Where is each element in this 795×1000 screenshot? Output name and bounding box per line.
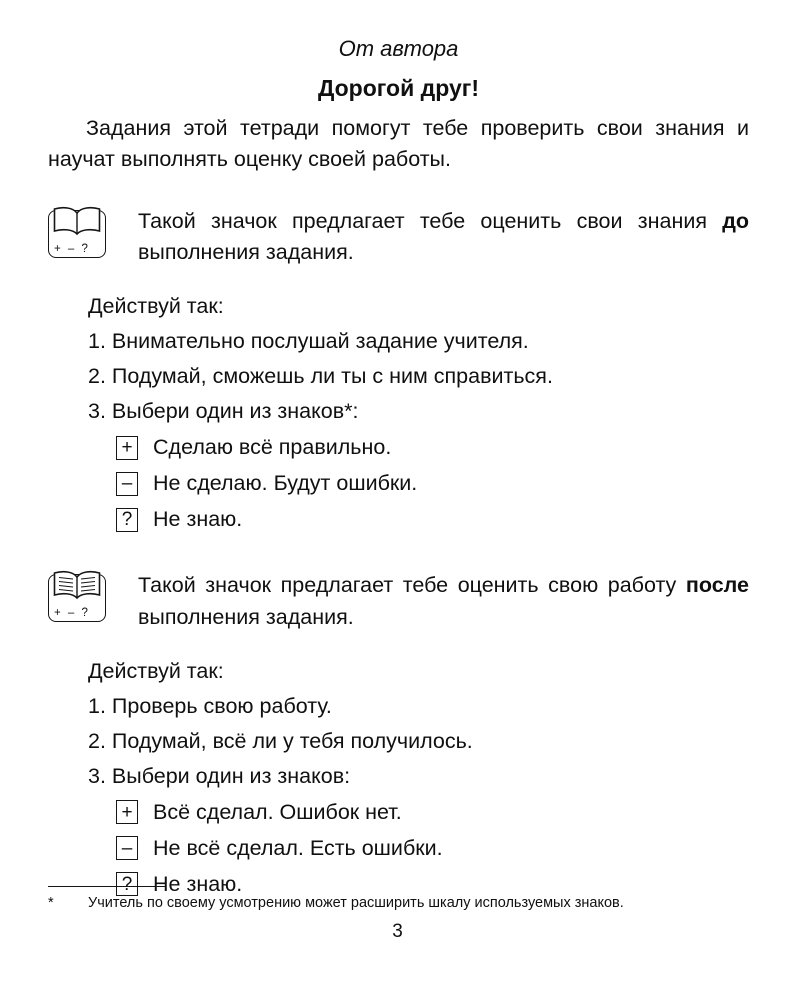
footnote	[48, 894, 751, 913]
act-title: Действуй так:	[88, 294, 224, 319]
question-sign-box-icon: ?	[116, 508, 138, 532]
after-task-description	[138, 570, 749, 632]
open-book-icon	[48, 210, 106, 258]
sign-option-text: Всё сделал. Ошибок нет.	[153, 799, 402, 824]
plus-sign-box-icon: +	[116, 436, 138, 460]
description-text: выполнения задания.	[138, 240, 354, 265]
act-title: Действуй так:	[88, 658, 224, 683]
page-number: 3	[392, 921, 403, 942]
sign-option-minus	[116, 471, 749, 496]
open-book-with-text-glyph	[50, 568, 104, 604]
icon-signs-label: + – ?	[54, 607, 90, 620]
sign-option-plus	[116, 800, 749, 825]
step-item: 1. Проверь свою работу.	[88, 693, 332, 718]
sign-option-plus	[116, 435, 749, 460]
sign-option-minus	[116, 836, 749, 861]
footnote-marker: *	[48, 895, 54, 911]
open-book-glyph	[50, 204, 104, 240]
plus-sign-box-icon: +	[116, 800, 138, 824]
description-bold-word: до	[722, 209, 749, 234]
sign-option-text: Не всё сделал. Есть ошибки.	[153, 835, 443, 860]
before-task-description	[138, 206, 749, 268]
description-text: Такой значок предлагает тебе оценить свою работу	[138, 573, 686, 598]
after-task-row	[48, 570, 749, 632]
sign-option-question	[116, 872, 749, 897]
minus-sign-box-icon: –	[116, 836, 138, 860]
intro-paragraph: Задания этой тетради помогут тебе проверить свои знания и научат выполнять оценку своей работы.	[48, 116, 749, 171]
greeting-heading: Дорогой друг!	[317, 75, 480, 101]
icon-signs-label: + – ?	[54, 243, 90, 256]
sign-option-text: Не сделаю. Будут ошибки.	[153, 471, 418, 496]
description-text: выполнения задания.	[138, 604, 354, 629]
before-task-row	[48, 206, 749, 268]
description-text: Такой значок предлагает тебе оценить свои знания	[138, 209, 723, 234]
open-book-with-text-icon	[48, 574, 106, 622]
minus-sign-box-icon: –	[116, 472, 138, 496]
step-item: 3. Выбери один из знаков*:	[88, 399, 359, 424]
sign-option-text: Сделаю всё правильно.	[153, 435, 392, 460]
step-item: 2. Подумай, всё ли у тебя получилось.	[88, 728, 473, 753]
step-item: 3. Выбери один из знаков:	[88, 763, 351, 788]
sign-option-text: Не знаю.	[153, 507, 243, 532]
footnote-divider	[48, 886, 166, 887]
step-item: 1. Внимательно послушай задание учителя.	[88, 329, 529, 354]
sign-option-question	[116, 507, 749, 532]
sign-option-text: Не знаю.	[153, 871, 243, 896]
footnote-text: Учитель по своему усмотрению может расширить шкалу используемых знаков.	[88, 895, 624, 911]
question-sign-box-icon: ?	[116, 872, 138, 896]
page-title: От автора	[338, 36, 459, 61]
step-item: 2. Подумай, сможешь ли ты с ним справиться.	[88, 364, 553, 389]
description-bold-word: после	[685, 573, 749, 598]
